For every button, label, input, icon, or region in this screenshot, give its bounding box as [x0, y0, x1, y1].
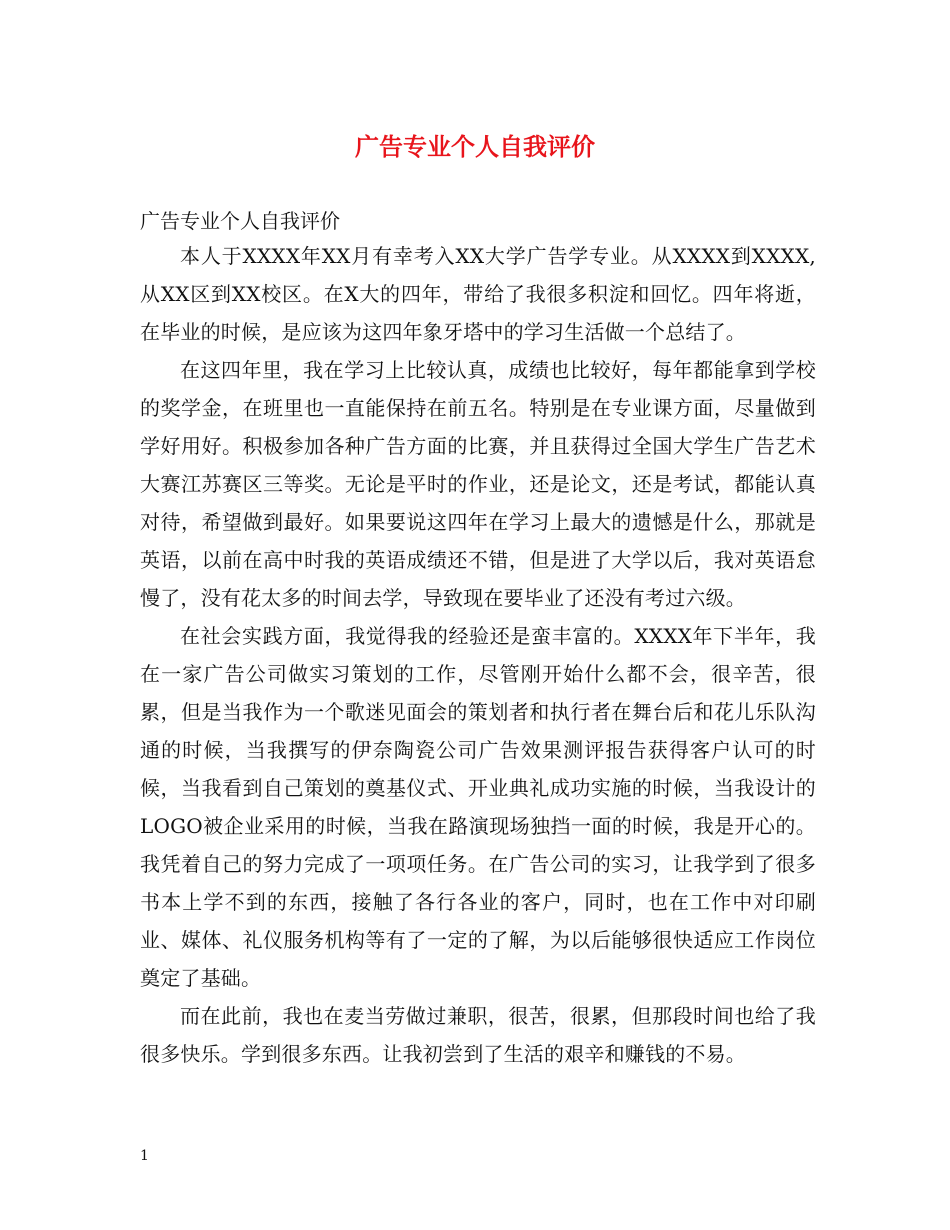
paragraph-part-time: 而在此前，我也在麦当劳做过兼职，很苦，很累，但那段时间也给了我很多快乐。学到很多东西。让我初尝到了生活的艰辛和赚钱的不易。 — [140, 1004, 816, 1066]
page-number: 1 — [140, 1148, 149, 1164]
document-subtitle: 广告专业个人自我评价 — [140, 209, 340, 233]
paragraph-enrollment: 本人于XXXX年XX月有幸考入XX大学广告学专业。从XXXX到XXXX,从XX区到XX校区。在X大的四年，带给了我很多积淀和回忆。四年将逝，在毕业的时候，是应该为这四年象牙塔中的学习生活做一个总结了。 — [140, 244, 816, 344]
document-body — [140, 237, 816, 1073]
document-title: 广告专业个人自我评价 — [355, 132, 595, 161]
paragraph-study: 在这四年里，我在学习上比较认真，成绩也比较好，每年都能拿到学校的奖学金，在班里也一直能保持在前五名。特别是在专业课方面，尽量做到学好用好。积极参加各种广告方面的比赛，并且获得过全国大学生广告艺术大赛江苏赛区三等奖。无论是平时的作业，还是论文，还是考试，都能认真对待，希望做到最好。如果要说这四年在学习上最大的遗憾是什么，那就是英语，以前在高中时我的英语成绩还不错，但是进了大学以后，我对英语怠慢了，没有花太多的时间去学，导致现在要毕业了还没有考过六级。 — [140, 358, 816, 610]
paragraph-practice: 在社会实践方面，我觉得我的经验还是蛮丰富的。XXXX年下半年，我在一家广告公司做实习策划的工作，尽管刚开始什么都不会，很辛苦，很累，但是当我作为一个歌迷见面会的策划者和执行者在舞台后和花儿乐队沟通的时候，当我撰写的伊奈陶瓷公司广告效果测评报告获得客户认可的时候，当我看到自己策划的奠基仪式、开业典礼成功实施的时候，当我设计的LOGO被企业采用的时候，当我在路演现场独挡一面的时候，我是开心的。我凭着自己的努力完成了一项项任务。在广告公司的实习，让我学到了很多书本上学不到的东西，接触了各行各业的客户，同时，也在工作中对印刷业、媒体、礼仪服务机构等有了一定的了解，为以后能够很快适应工作岗位奠定了基础。 — [140, 624, 816, 990]
